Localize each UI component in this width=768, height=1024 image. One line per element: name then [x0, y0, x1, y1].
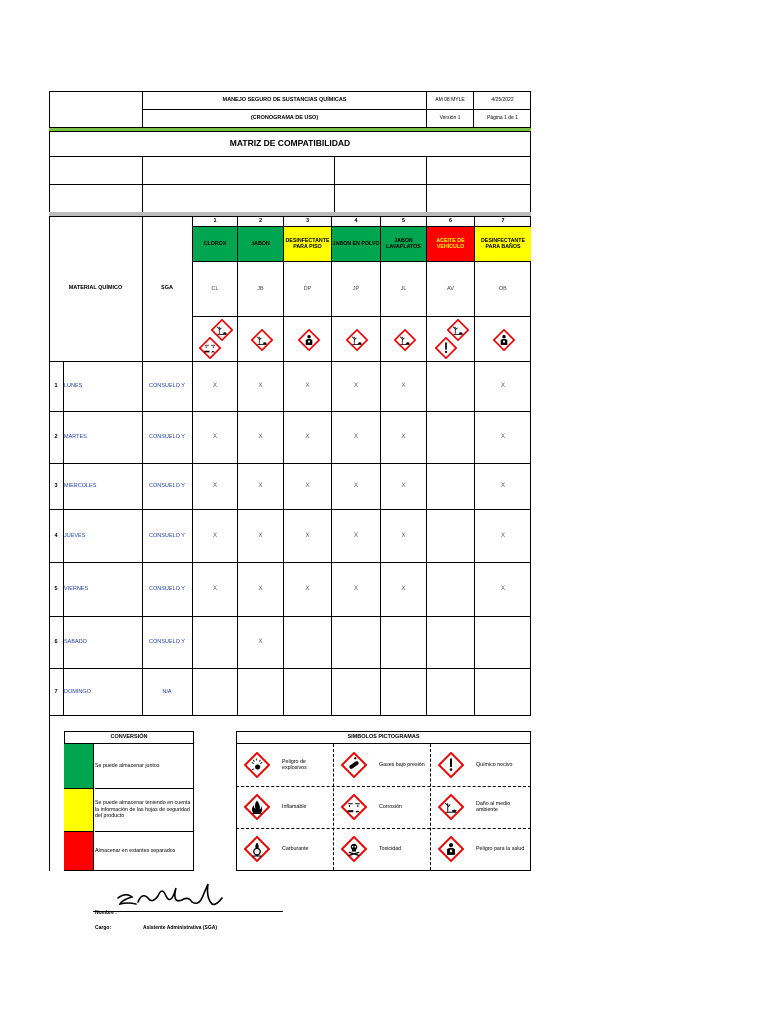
compatibility-mark: X [353, 586, 358, 593]
pictogram-label: Daño al medio ambiente [476, 800, 511, 813]
product-name-cell: CLOROX [193, 227, 237, 261]
divider [430, 744, 431, 870]
pictogram-label: Toxicidad [379, 845, 402, 852]
compatibility-mark: X [305, 532, 310, 539]
product-code: JL [400, 285, 407, 292]
compatibility-mark: X [500, 434, 505, 441]
product-number: 1 [213, 218, 217, 225]
conversion-text: Almacenar en estantes separados [95, 832, 193, 871]
compatibility-mark [427, 464, 474, 509]
compatibility-mark [427, 510, 474, 562]
compatibility-mark: X [353, 434, 358, 441]
divider [192, 316, 531, 317]
product-code: JB [257, 285, 264, 292]
sga-value: CONSUELO Y [149, 532, 185, 539]
row-number: 2 [54, 434, 58, 441]
document-title: MANEJO SEGURO DE SUSTANCIAS QUÍMICAS [222, 97, 347, 104]
compatibility-mark: X [401, 434, 406, 441]
conversion-title: CONVERSIÓN [110, 733, 148, 740]
compatibility-mark [475, 617, 531, 668]
sga-value: CONSUELO Y [149, 383, 185, 390]
compatibility-mark: X [305, 483, 310, 490]
compatibility-mark [381, 617, 426, 668]
environment-icon [394, 329, 416, 351]
name-label: Nombre : [95, 910, 117, 916]
day-label: LUNES [64, 383, 83, 390]
product-name-cell: DESINFECTANTE PARA BAÑOS [475, 227, 531, 261]
compatibility-mark [427, 617, 474, 668]
compatibility-mark: X [212, 434, 217, 441]
pictogram-label: Químico nocivo [476, 761, 513, 768]
sga-value: CONSUELO Y [149, 639, 185, 646]
compatibility-mark: X [500, 383, 505, 390]
health-hazard-icon [438, 836, 464, 862]
product-name-cell: JABON [238, 227, 283, 261]
product-name-cell: ACEITE DE VEHÍCULO [427, 227, 474, 261]
day-label: VIERNES [64, 586, 89, 593]
explosive-icon [244, 752, 270, 778]
row-number: 7 [54, 689, 58, 696]
divider [333, 744, 334, 870]
row-number: 5 [54, 586, 58, 593]
divider [49, 156, 531, 157]
product-code: AV [447, 285, 454, 292]
product-name-cell: JABON EN POLVO [332, 227, 380, 261]
compatibility-mark: X [212, 483, 217, 490]
compatibility-mark [193, 669, 237, 716]
divider [426, 156, 427, 213]
product-number: 7 [501, 218, 505, 225]
pictogram-title: SIMBOLOS PICTOGRAMAS [347, 733, 420, 740]
exclamation-icon [435, 337, 457, 359]
pictogram-label: Carburante [282, 845, 309, 852]
compatibility-mark [284, 617, 331, 668]
pictogram-items [236, 744, 531, 871]
compatibility-mark: X [353, 383, 358, 390]
compatibility-mark [427, 669, 474, 716]
document-subtitle: (CRONOGRAMA DE USO) [250, 115, 319, 122]
conversion-color-swatch [64, 744, 94, 789]
health-hazard-icon [298, 329, 320, 351]
corrosion-icon [341, 794, 367, 820]
compatibility-mark: X [401, 383, 406, 390]
compatibility-mark [427, 362, 474, 411]
compatibility-mark: X [500, 532, 505, 539]
compatibility-mark: X [401, 483, 406, 490]
compatibility-mark: X [212, 383, 217, 390]
document-version: Versión 1 [439, 114, 461, 121]
environment-icon [438, 794, 464, 820]
row-number: 3 [54, 483, 58, 490]
health-hazard-icon [493, 329, 515, 351]
exclamation-icon [438, 752, 464, 778]
compatibility-table [49, 216, 531, 716]
sga-value: CONSUELO Y [149, 483, 185, 490]
compatibility-mark: X [500, 483, 505, 490]
pictogram-label: Peligro de explosivos [282, 758, 307, 771]
compatibility-mark [475, 669, 531, 716]
sga-value: CONSUELO Y [149, 434, 185, 441]
conversion-items [64, 744, 194, 871]
compatibility-mark: X [353, 532, 358, 539]
compatibility-mark: X [401, 532, 406, 539]
day-label: DOMINGO [64, 689, 91, 696]
compatibility-mark: X [258, 639, 263, 646]
compatibility-mark [427, 412, 474, 463]
conversion-text: Se puede almacenar juntos [95, 744, 193, 789]
sga-header: SGA [161, 285, 173, 292]
day-label: MARTES [64, 434, 87, 441]
product-number: 3 [305, 218, 310, 225]
compatibility-mark: X [305, 586, 310, 593]
document-code: AM 08 MYLE [435, 96, 465, 103]
product-code: DB [499, 285, 507, 292]
compatibility-mark: X [353, 483, 358, 490]
row-number: 4 [54, 532, 58, 539]
role-value: Asistente Administrativa (SGA) [143, 925, 217, 931]
oxidizer-icon [244, 836, 270, 862]
compatibility-mark [381, 669, 426, 716]
compatibility-mark: X [258, 532, 263, 539]
skull-icon [341, 836, 367, 862]
environment-icon [346, 329, 368, 351]
environment-icon [251, 329, 273, 351]
document-page: Página 1 de 1 [487, 114, 518, 121]
compatibility-mark: X [258, 383, 263, 390]
day-label: MIERCOLES [64, 483, 97, 490]
compatibility-mark: X [212, 532, 217, 539]
compatibility-mark: X [258, 483, 263, 490]
product-name-cell: DESINFECTANTE PARA PISO [284, 227, 331, 261]
compatibility-mark: X [258, 586, 263, 593]
role-label: Cargo: [95, 925, 112, 931]
divider [142, 156, 143, 213]
pictogram-label: Peligro para la salud [476, 845, 525, 852]
document-date: 4/25/2022 [491, 96, 514, 103]
row-number: 1 [54, 383, 58, 390]
day-label: SABADO [64, 639, 87, 646]
pictogram-label: Gases bajo presión [379, 761, 425, 768]
compatibility-mark [193, 617, 237, 668]
corrosion-icon [199, 337, 221, 359]
divider [49, 184, 531, 185]
flame-icon [244, 794, 270, 820]
pictogram-label: Inflamable [282, 803, 307, 810]
pictogram-label: Corrosión [379, 803, 402, 810]
day-label: JUEVES [64, 532, 86, 539]
product-code: CL [211, 285, 219, 292]
sga-value: CONSUELO Y [149, 586, 185, 593]
gas-cylinder-icon [341, 752, 367, 778]
compatibility-mark: X [401, 586, 406, 593]
row-number: 6 [54, 639, 58, 646]
product-number: 2 [258, 218, 263, 225]
matrix-title: MATRIZ DE COMPATIBILIDAD [229, 138, 351, 149]
compatibility-mark: X [500, 586, 505, 593]
product-number: 5 [401, 218, 406, 225]
signature-line [93, 911, 283, 912]
divider [334, 156, 335, 213]
compatibility-mark: X [305, 434, 310, 441]
material-quimico-header: MATERIAL QUÍMICO [68, 285, 123, 292]
product-number: 4 [354, 218, 358, 225]
conversion-color-swatch [64, 789, 94, 832]
compatibility-mark [332, 669, 380, 716]
product-code: DP [303, 285, 312, 292]
signature-image [112, 878, 230, 912]
product-number: 6 [448, 218, 453, 225]
left-border [49, 716, 50, 871]
compatibility-mark: X [258, 434, 263, 441]
compatibility-mark: X [305, 383, 310, 390]
conversion-color-swatch [64, 832, 94, 871]
product-name-cell: JABON LAVAPLATOS [381, 227, 426, 261]
compatibility-mark: X [212, 586, 217, 593]
conversion-text: Se puede almacenar teniendo en cuenta la información de las hojas de seguridad del producto [95, 789, 193, 832]
compatibility-mark [284, 669, 331, 716]
compatibility-mark [427, 563, 474, 616]
compatibility-mark [238, 669, 283, 716]
sga-value: N/A [162, 689, 172, 696]
compatibility-mark [332, 617, 380, 668]
product-code: JP [352, 285, 360, 292]
